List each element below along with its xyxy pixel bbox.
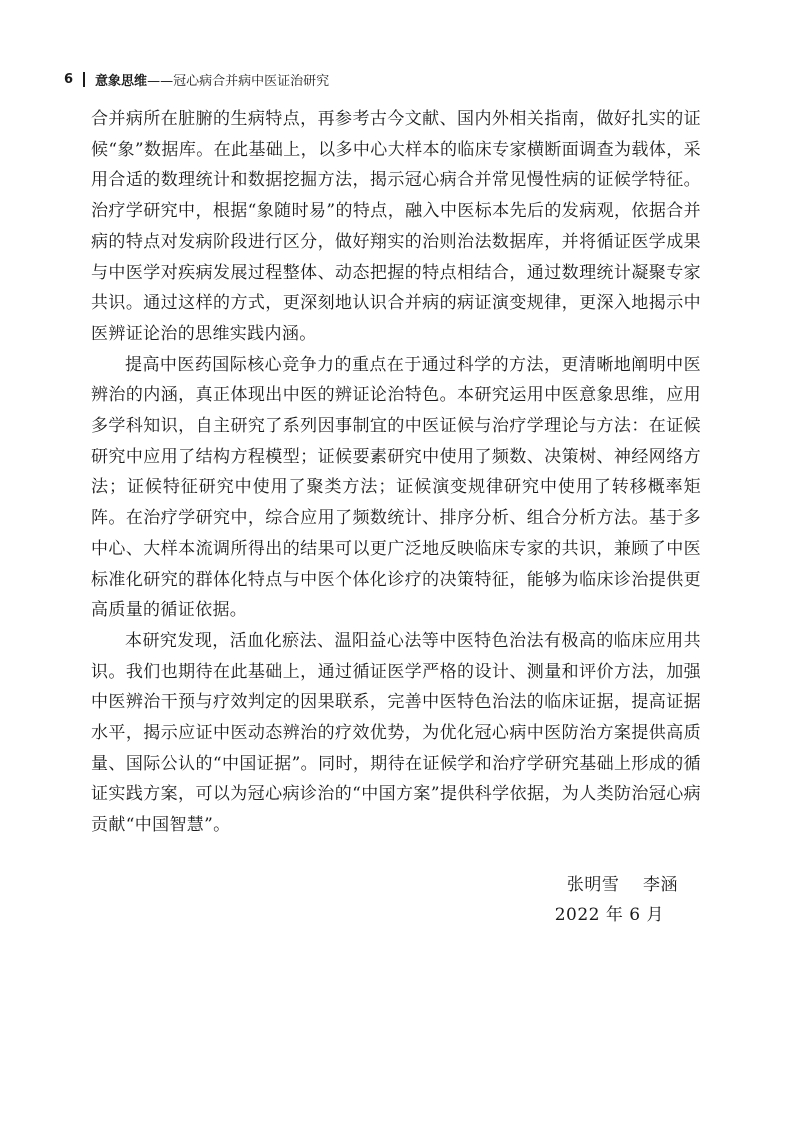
book-title: 意象思维 xyxy=(95,73,148,89)
page-number: 6 xyxy=(64,71,74,87)
signature-date: 2022 年 6 月 xyxy=(554,905,664,925)
paragraph: 提高中医药国际核心竞争力的重点在于通过科学的方法，更清晰地阐明中医辨治的内涵，真正体现出中医的辨证论治特色。本研究运用中医意象思维，应用多学科知识，自主研究了系列因事制宜的中医证候与治疗学理论与方法：在证候研究中应用了结构方程模型；证候要素研究中使用了频数、决策树、神经网络方法；证候特征研究中使用了聚类方法；证候演变规律研究中使用了转移概率矩阵。在治疗学研究中，综合应用了频数统计、排序分析、组合分析方法。基于多中心、大样本流调所得出的结果可以更广泛地反映临床专家的共识，兼顾了中医标准化研究的群体化特点与中医个体化诊疗的决策特征，能够为临床诊治提供更高质量的循证依据。 xyxy=(91,354,701,621)
book-subtitle: ——冠心病合并病中医证治研究 xyxy=(147,73,330,89)
author-signature: 张明雪 李涵 xyxy=(566,875,678,895)
running-header xyxy=(64,70,329,88)
paragraph: 本研究发现，活血化瘀法、温阳益心法等中医特色治法有极高的临床应用共识。我们也期待在此基础上，通过循证医学严格的设计、测量和评价方法，加强中医辨治干预与疗效判定的因果联系，完善中医特色治法的临床证据，提高证据水平，揭示应证中医动态辨治的疗效优势，为优化冠心病中医防治方案提供高质量、国际公认的“中国证据”。同时，期待在证候学和治疗学研究基础上形成的循证实践方案，可以为冠心病诊治的“中国方案”提供科学依据，为人类防治冠心病贡献“中国智慧”。 xyxy=(91,630,701,836)
body-text xyxy=(91,104,701,841)
header-divider xyxy=(83,72,85,87)
paragraph-continued: 合并病所在脏腑的生病特点，再参考古今文献、国内外相关指南，做好扎实的证候“象”数据库。在此基础上，以多中心大样本的临床专家横断面调查为载体，采用合适的数理统计和数据挖掘方法，揭示冠心病合并常见慢性病的证候学特征。治疗学研究中，根据“象随时易”的特点，融入中医标本先后的发病观，依据合并病的特点对发病阶段进行区分，做好翔实的治则治法数据库，并将循证医学成果与中医学对疾病发展过程整体、动态把握的特点相结合，通过数理统计凝聚专家共识。通过这样的方式，更深刻地认识合并病的病证演变规律，更深入地揭示中医辨证论治的思维实践内涵。 xyxy=(91,109,701,344)
